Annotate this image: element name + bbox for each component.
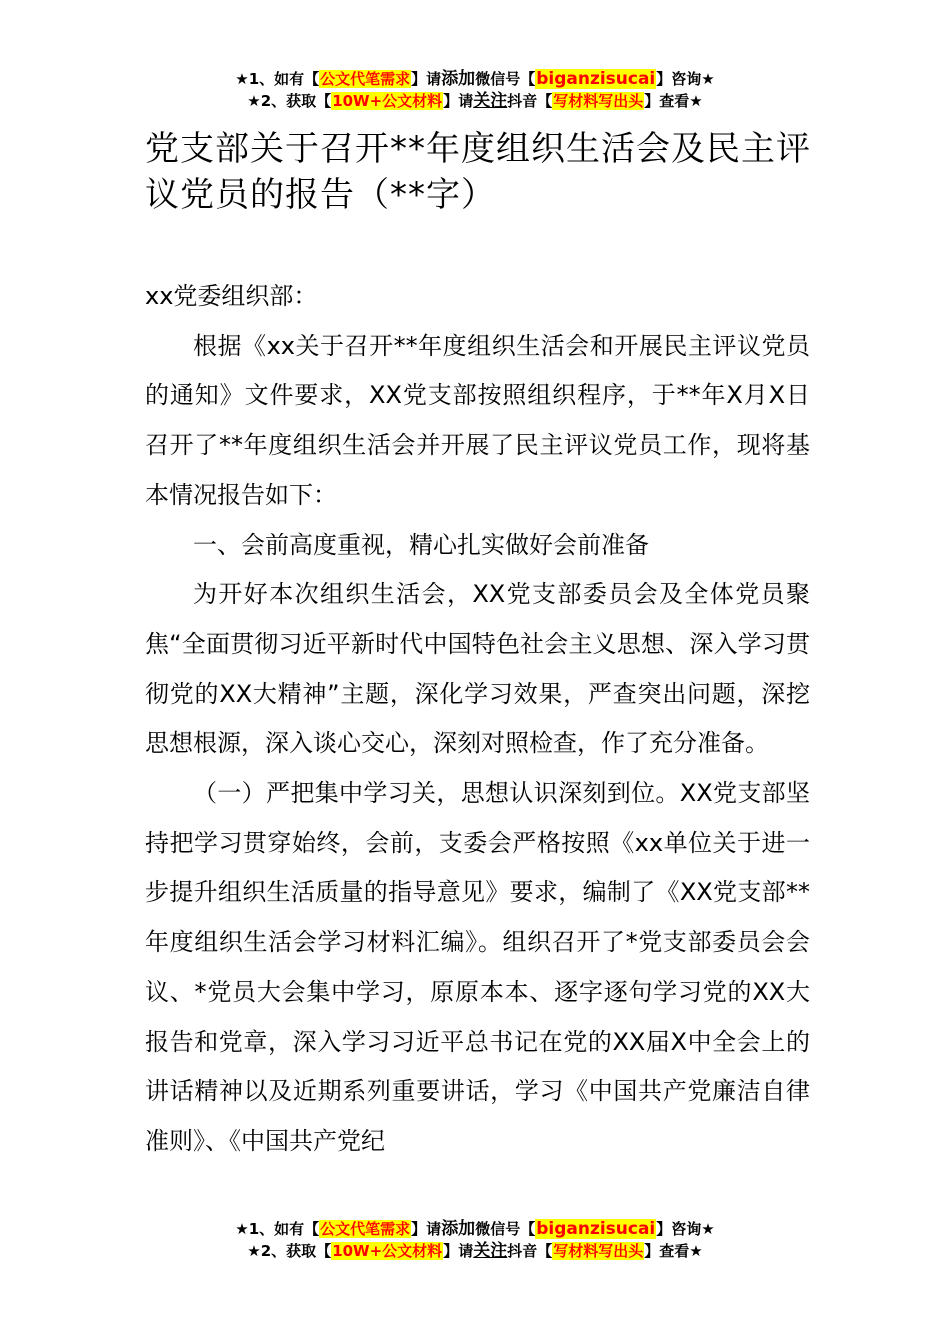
salutation: xx党委组织部： bbox=[145, 282, 318, 310]
ad-wechat-id: biganzisucai bbox=[536, 69, 656, 89]
ad-line-2: ★2、获取【10W+公文材料】请关注抖音【写材料写出头】查看★ bbox=[247, 91, 703, 111]
document-body bbox=[145, 272, 810, 1167]
paragraph-intro: 根据《xx关于召开**年度组织生活会和开展民主评议党员的通知》文件要求，XX党支部按照组织程序，于**年X月X日召开了**年度组织生活会并开展了民主评议党员工作，现将基本情况报告如下： bbox=[145, 331, 810, 509]
ad-highlight: 公文代笔需求 bbox=[320, 70, 411, 88]
ad-banner-top bbox=[0, 68, 950, 112]
ad-wechat-id: biganzisucai bbox=[536, 1219, 656, 1239]
paragraph-preparation: 为开好本次组织生活会，XX党支部委员会及全体党员聚焦“全面贯彻习近平新时代中国特色社会主义思想、深入学习贯彻党的XX大精神”主题，深化学习效果，严查突出问题，深挖思想根源，深入谈心交心，深刻对照检查，作了充分准备。 bbox=[145, 580, 810, 758]
ad-highlight: 10W+公文材料 bbox=[332, 92, 443, 110]
ad-highlight: 10W+公文材料 bbox=[332, 1242, 443, 1260]
ad-douyin-name: 写材料写出头 bbox=[553, 1242, 644, 1260]
ad-line-1: ★1、如有【公文代笔需求】请添加微信号【biganzisucai】咨询★ bbox=[235, 69, 715, 89]
ad-line-1: ★1、如有【公文代笔需求】请添加微信号【biganzisucai】咨询★ bbox=[235, 1219, 715, 1239]
ad-banner-bottom bbox=[0, 1218, 950, 1262]
ad-douyin-name: 写材料写出头 bbox=[553, 92, 644, 110]
ad-highlight: 公文代笔需求 bbox=[320, 1220, 411, 1238]
paragraph-study: （一）严把集中学习关，思想认识深刻到位。XX党支部坚持把学习贯穿始终，会前，支委会严格按照《xx单位关于进一步提升组织生活质量的指导意见》要求，编制了《XX党支部**年度组织生活会学习材料汇编》。组织召开了*党支部委员会会议、*党员大会集中学习，原原本本、逐字逐句学习党的XX大报告和党章，深入学习习近平总书记在党的XX届X中全会上的讲话精神以及近期系列重要讲话，学习《中国共产党廉洁自律准则》、《中国共产党纪 bbox=[145, 779, 810, 1155]
section-heading-1: 一、会前高度重视，精心扎实做好会前准备 bbox=[193, 530, 649, 559]
ad-line-2: ★2、获取【10W+公文材料】请关注抖音【写材料写出头】查看★ bbox=[247, 1241, 703, 1261]
document-title: 党支部关于召开**年度组织生活会及民主评议党员的报告（**字） bbox=[145, 129, 811, 215]
